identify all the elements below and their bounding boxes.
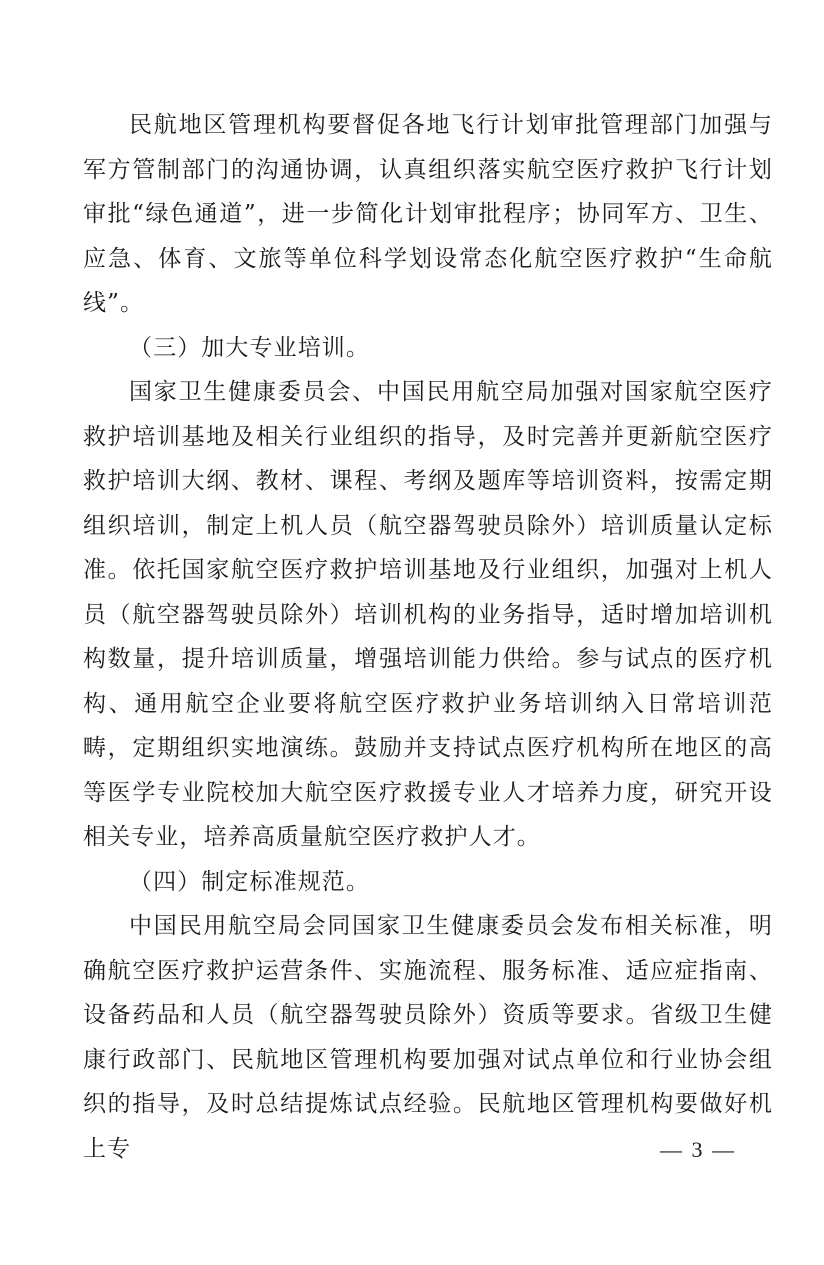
paragraph-flight-plan-approval: 民航地区管理机构要督促各地飞行计划审批管理部门加强与军方管制部门的沟通协调，认真组织落实航空医疗救护飞行计划审批“绿色通道”，进一步简化计划审批程序；协同军方、卫生、应急、体育、文旅等单位科学划设常态化航空医疗救护“生命航线”。 (83, 112, 773, 316)
paragraph-standards-details: 中国民用航空局会同国家卫生健康委员会发布相关标准，明确航空医疗救护运营条件、实施流程、服务标准、适应症指南、设备药品和人员（航空器驾驶员除外）资质等要求。省级卫生健康行政部门、民航地区管理机构要加强对试点单位和行业协会组织的指导，及时总结提炼试点经验。民航地区管理机构要做好机上专 (83, 913, 773, 1162)
page-number: — 3 — (660, 1137, 736, 1162)
section-heading-standards: （四）制定标准规范。 (129, 868, 370, 895)
document-body (83, 103, 773, 1171)
section-heading-professional-training: （三）加大专业培训。 (129, 334, 370, 361)
paragraph-training-details: 国家卫生健康委员会、中国民用航空局加强对国家航空医疗救护培训基地及相关行业组织的指导，及时完善并更新航空医疗救护培训大纲、教材、课程、考纲及题库等培训资料，按需定期组织培训，制定上机人员（航空器驾驶员除外）培训质量认定标准。依托国家航空医疗救护培训基地及行业组织，加强对上机人员（航空器驾驶员除外）培训机构的业务指导，适时增加培训机构数量，提升培训质量，增强培训能力供给。参与试点的医疗机构、通用航空企业要将航空医疗救护业务培训纳入日常培训范畴，定期组织实地演练。鼓励并支持试点医疗机构所在地区的高等医学专业院校加大航空医疗救援专业人才培养力度，研究开设相关专业，培养高质量航空医疗救护人才。 (83, 379, 773, 850)
